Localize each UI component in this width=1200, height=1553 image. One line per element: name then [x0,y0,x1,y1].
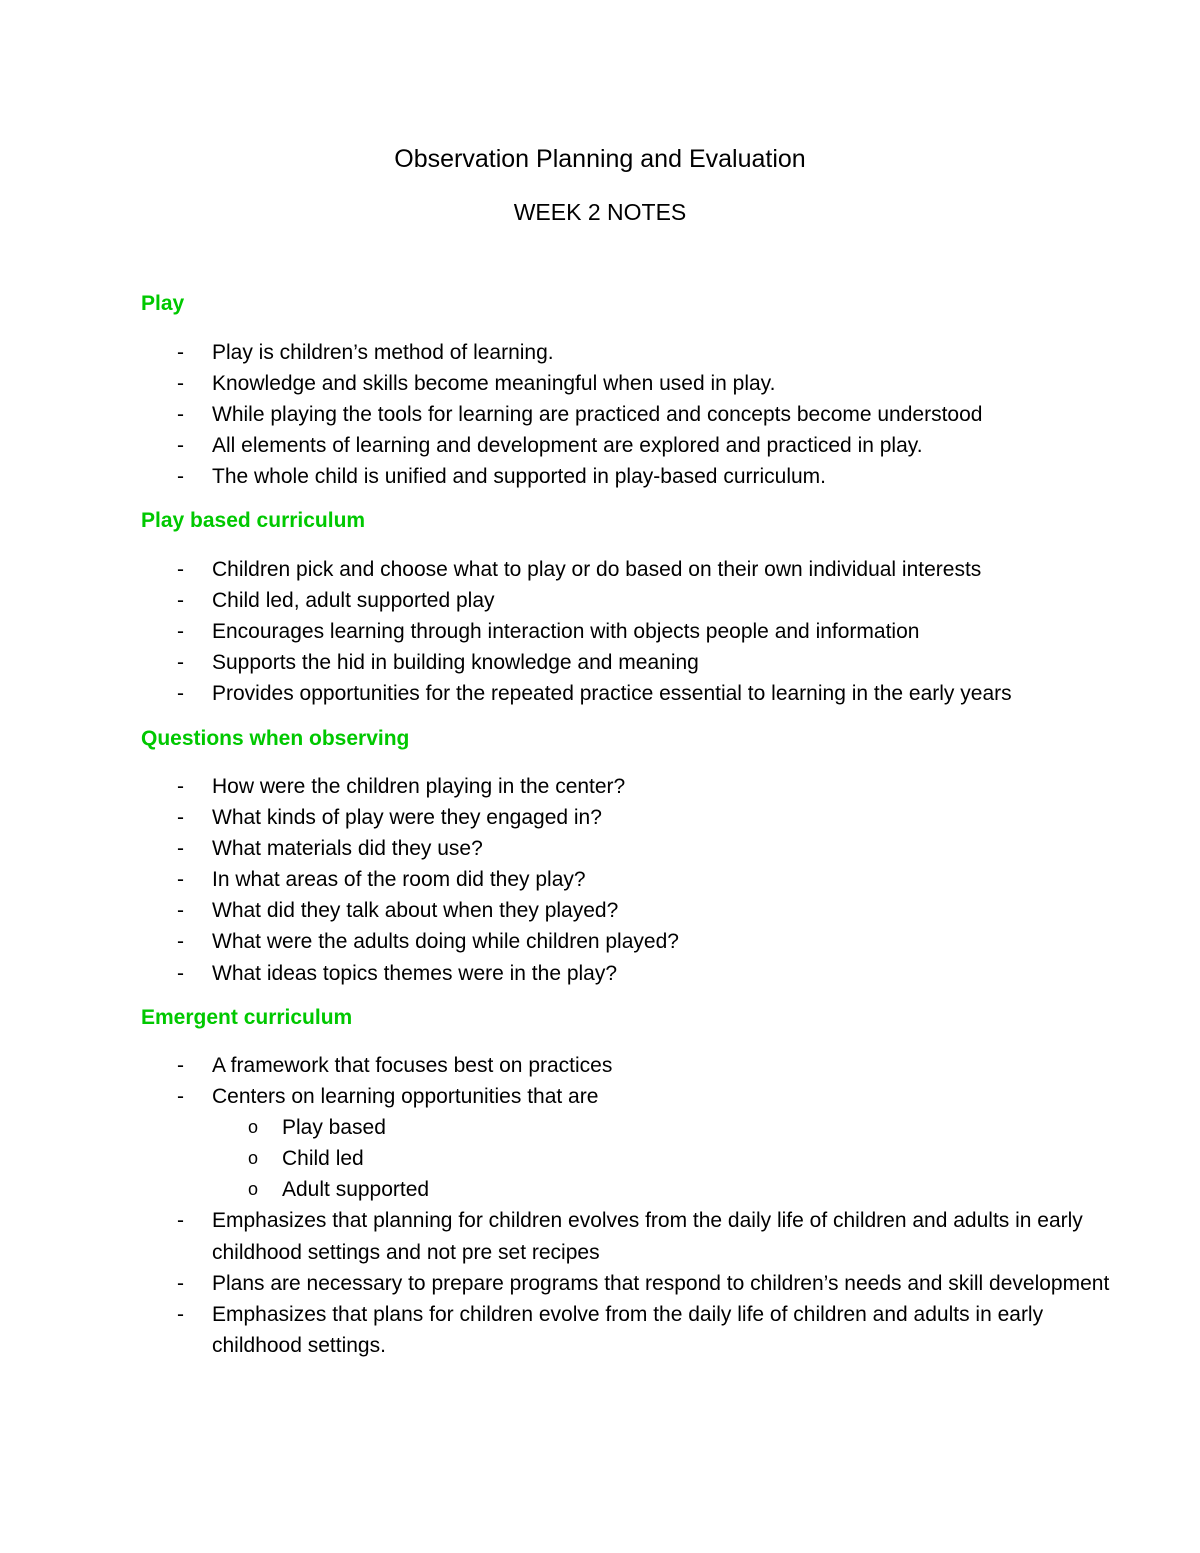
dash-marker: - [177,651,184,675]
dash-marker: - [177,1302,184,1326]
list-item: - All elements of learning and development are explored and practiced in play. [141,430,1112,461]
section-heading-emergent-curriculum: Emergent curriculum [141,1006,353,1029]
dash-marker: - [177,341,184,364]
list-item: - Emphasizes that plans for children evolve from the daily life of children and adults in early childhood settings. [141,1299,1112,1361]
circle-bullet-icon: o [248,1179,259,1200]
dash-marker: - [177,372,184,396]
dash-marker: - [177,403,184,427]
dash-marker: - [177,589,184,613]
list-item: - Child led, adult supported play [141,585,1112,616]
list-item: - Children pick and choose what to play or do based on their own individual interests [141,554,1112,585]
dash-marker: - [177,775,184,798]
dash-marker: - [177,837,184,861]
list-item: - Centers on learning opportunities that are [141,1081,1112,1112]
list-item: - The whole child is unified and supported in play-based curriculum. [141,461,1112,492]
list-item: - Knowledge and skills become meaningful when used in play. [141,368,1112,399]
dash-marker: - [177,806,184,830]
list-item: - Supports the hid in building knowledge and meaning [141,647,1112,678]
list-item: - What ideas topics themes were in the play? [141,958,1112,989]
section-heading-play-based-curriculum: Play based curriculum [141,509,366,532]
list-item: - A framework that focuses best on practices [141,1050,1112,1081]
dash-marker: - [177,1054,184,1077]
sub-list-item: o Play based [141,1112,1112,1143]
dash-marker: - [177,961,184,985]
dash-marker: - [177,682,184,706]
questions-list [141,771,1112,989]
circle-bullet-icon: o [248,1148,259,1169]
list-item: - Encourages learning through interaction with objects people and information [141,616,1112,647]
dash-marker: - [177,1085,184,1109]
list-item: - What materials did they use? [141,833,1112,864]
list-item: - What were the adults doing while children played? [141,926,1112,957]
play-list [141,337,1112,492]
list-item: - Emphasizes that planning for children evolves from the daily life of children and adults in early childhood settings and not pre set recipes [141,1205,1112,1267]
dash-marker: - [177,868,184,892]
dash-marker: - [177,899,184,923]
dash-marker: - [177,1271,184,1295]
dash-marker: - [177,930,184,954]
section-heading-questions-when-observing: Questions when observing [141,727,410,750]
list-item: - While playing the tools for learning are practiced and concepts become understood [141,399,1112,430]
sub-list-item: o Adult supported [141,1174,1112,1205]
play-based-curriculum-list [141,554,1112,709]
dash-marker: - [177,620,184,644]
list-item: - In what areas of the room did they play? [141,864,1112,895]
dash-marker: - [177,558,184,581]
section-heading-play: Play [141,292,185,315]
list-item: - How were the children playing in the center? [141,771,1112,802]
dash-marker: - [177,434,184,458]
list-item: - Play is children’s method of learning. [141,337,1112,368]
circle-bullet-icon: o [248,1117,259,1138]
list-item: - Provides opportunities for the repeated practice essential to learning in the early years [141,678,1112,709]
list-item: - What kinds of play were they engaged in? [141,802,1112,833]
dash-marker: - [177,465,184,489]
list-item: - Plans are necessary to prepare programs that respond to children’s needs and skill development [141,1268,1112,1299]
emergent-curriculum-list [141,1050,1112,1361]
document-title: Observation Planning and Evaluation [394,145,806,173]
sub-list-item: o Child led [141,1143,1112,1174]
document-subtitle: WEEK 2 NOTES [513,199,687,225]
list-item: - What did they talk about when they played? [141,895,1112,926]
dash-marker: - [177,1209,184,1233]
